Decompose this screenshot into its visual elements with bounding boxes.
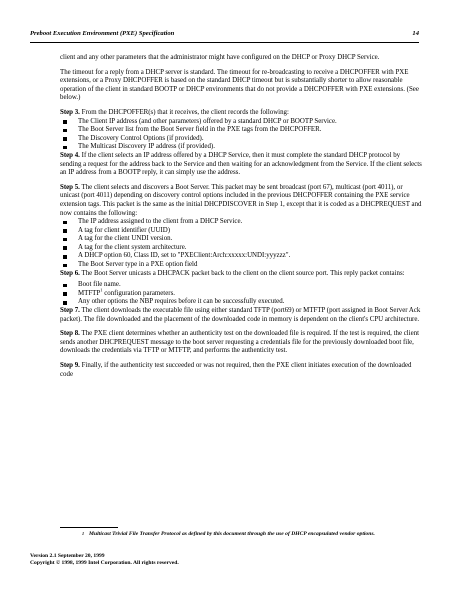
step-7-text: The client downloads the executable file using either standard TFTP (port69) or MTFTP (port assigned in Boot Server Ack packet). The file downloaded and the placement of the downloaded code in memory is dependent on the client's CPU architecture. [60, 307, 421, 323]
step-3-list [60, 118, 422, 152]
step-8-label: Step 8. [60, 330, 80, 338]
list-item: Boot file name. [60, 281, 422, 290]
bullet-icon [63, 292, 67, 296]
list-item: Any other options the NBP requires before it can be successfully executed. [60, 298, 422, 307]
header-title: Preboot Execution Environment (PXE) Specification [30, 30, 175, 37]
footnote-mark: 1 [82, 531, 85, 536]
step-8-text: The PXE client determines whether an authenticity test on the downloaded file is required. If the test is required, the client sends another DHCPREQUEST message to the boot server requesting a credentials file for the previously downloaded boot file, downloads the credentials via TFTP or MTFTP, and performs the authenticity test. [60, 330, 420, 355]
step-8-paragraph [60, 330, 422, 356]
list-item: A tag for the client UNDI version. [60, 235, 422, 244]
footer-version: Version 2.1 September 20, 1999 [30, 553, 105, 559]
list-item: The Multicast Discovery IP address (if provided). [60, 143, 422, 152]
bullet-icon [63, 246, 67, 250]
list-item: A DHCP option 60, Class ID, set to "PXEClient:Arch:xxxxx:UNDI:yyyzzz". [60, 252, 422, 261]
list-item: The Boot Server list from the Boot Server field in the PXE tags from the DHCPOFFER. [60, 126, 422, 135]
bullet-icon [63, 120, 67, 124]
step-5-text: The client selects and discovers a Boot Server. This packet may be sent broadcast (port 67), multicast (port 4011), or unicast (port 4011) depending on discovery control options included in the previous DHCPOFFER containing the PXE service extension tags. This packet is the same as the initial DHCPDISCOVER in Step 1, except that it is coded as a DHCPREQUEST and now contains the following: [60, 183, 422, 217]
step-3-paragraph [60, 109, 422, 118]
step-9-label: Step 9. [60, 362, 80, 369]
step-6-list [60, 281, 422, 307]
list-item: MTFTP$^1$ configuration parameters. [60, 290, 422, 299]
step-6-paragraph [60, 270, 422, 279]
footnote [60, 531, 410, 538]
page-footer [30, 553, 179, 567]
bullet-icon [63, 284, 67, 288]
list-item: A tag for the client system architecture. [60, 244, 422, 253]
step-9-text: Finally, if the authenticity test succeeded or was not required, then the PXE client initiates execution of the downloaded code [60, 362, 412, 378]
bullet-icon [63, 238, 67, 242]
header-rule [30, 42, 419, 43]
step-6-text: The Boot Server unicasts a DHCPACK packet back to the client on the client source port. This reply packet contains: [79, 269, 405, 277]
list-item: The Discovery Control Options (if provided). [60, 135, 422, 144]
step-5-paragraph [60, 184, 422, 218]
step-3-text: From the DHCPOFFER(s) that it receives, the client records the following: [79, 108, 289, 116]
bullet-icon [63, 129, 67, 133]
document-body [60, 54, 422, 385]
step-4-label: Step 4. [60, 151, 80, 159]
bullet-icon [63, 264, 67, 268]
step-4-paragraph [60, 152, 422, 178]
step-5-label: Step 5. [60, 183, 80, 191]
footer-copyright: Copyright © 1998, 1999 Intel Corporation. All rights reserved. [30, 560, 179, 567]
step-7-paragraph [60, 307, 422, 324]
list-item: A tag for client identifier (UUID) [60, 227, 422, 236]
running-header [30, 30, 419, 37]
footnote-text: Multicast Trivial File Transfer Protocol as defined by this document through the use of DHCP encapsulated vendor options. [89, 531, 375, 537]
paragraph-timeout: The timeout for a reply from a DHCP server is standard. The timeout for re-broadcasting to receive a DHCPOFFER with PXE extensions, or a Proxy DHCPOFFER is based on the standard DHCP timeout but is substantially shorter to allow reasonable operation of the client in standard BOOTP or DHCP environments that do not provide a DHCPOFFER with PXE extensions. (See below.) [60, 68, 419, 102]
bullet-icon [63, 221, 67, 225]
footnote-reference[interactable]: 1 [100, 287, 103, 293]
bullet-icon [63, 301, 67, 305]
list-item: The Boot Server type in a PXE option field [60, 261, 422, 270]
bullet-icon [63, 137, 67, 141]
bullet-icon [63, 146, 67, 150]
list-item: The IP address assigned to the client from a DHCP Service. [60, 218, 422, 227]
step-7-label: Step 7. [60, 307, 80, 315]
list-item: The Client IP address (and other parameters) offered by a standard DHCP or BOOTP Service. [60, 118, 422, 127]
step-6-label: Step 6. [60, 269, 80, 277]
step-5-list [60, 218, 422, 270]
page-number: 14 [412, 30, 419, 37]
paragraph-continued: client and any other parameters that the administrator might have configured on the DHCP or Proxy DHCP Service. [60, 54, 380, 61]
footnote-rule [60, 527, 118, 528]
bullet-icon [63, 229, 67, 233]
bullet-icon [63, 255, 67, 259]
step-3-label: Step 3. [60, 108, 80, 116]
step-9-paragraph [60, 362, 422, 379]
step-4-text: If the client selects an IP address offered by a DHCP Service, then it must complete the standard DHCP protocol by sending a request for the address back to the Service and then waiting for an acknowledgment from the Service. If the client selects an IP address from a BOOTP reply, it can simply use the address. [60, 151, 422, 177]
